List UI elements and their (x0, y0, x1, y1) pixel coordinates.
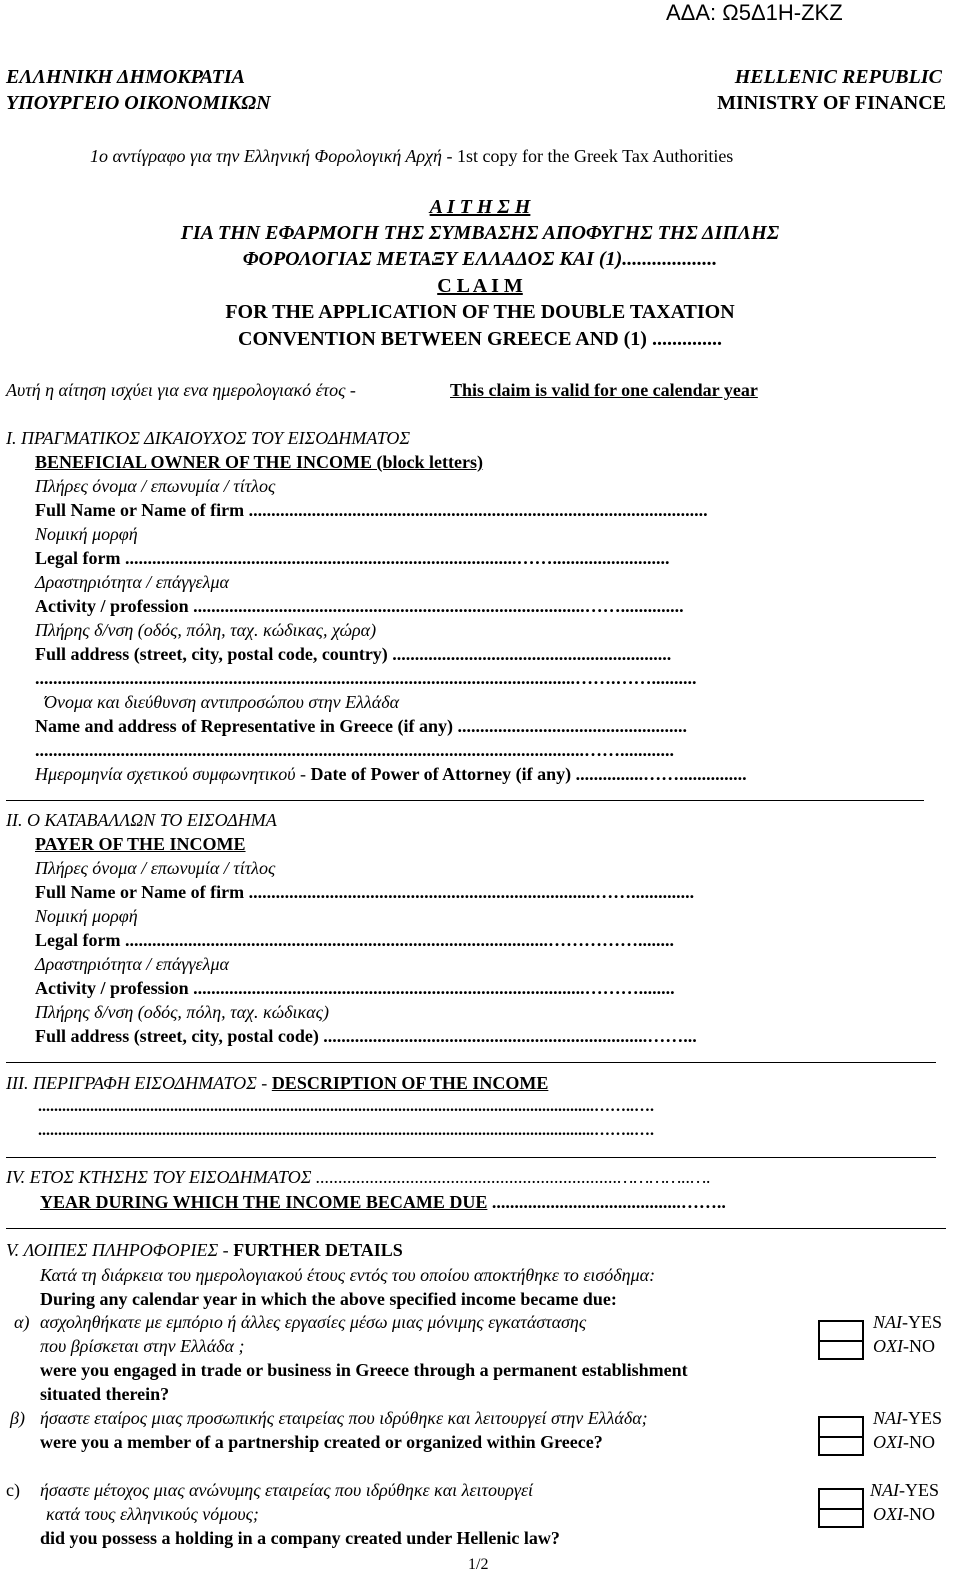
validity-greek: Αυτή η αίτηση ισχύει για ενα ημερολογιακό έτος - (6, 380, 356, 400)
section3-heading (6, 1073, 548, 1094)
poa-label-greek: Ημερομηνία σχετικού συμφωνητικού - (35, 764, 307, 784)
question-c-yes-label (870, 1480, 939, 1501)
question-c-label: c) (6, 1480, 20, 1500)
section5-heading-english: FURTHER DETAILS (233, 1240, 403, 1260)
question-a-greek-2: που βρίσκεται στην Ελλάδα ; (40, 1336, 245, 1356)
yes-greek: ΝΑΙ (870, 1480, 899, 1500)
question-a-checkbox[interactable] (818, 1320, 864, 1360)
further-intro-english: During any calendar year in which the above specified income became due: (40, 1289, 617, 1309)
owner-address-field[interactable]: Full address (street, city, postal code, country) .............................................................. (35, 644, 672, 664)
yes-english: -YES (902, 1312, 942, 1332)
no-english: -NO (903, 1336, 935, 1356)
yes-greek: ΝΑΙ (873, 1408, 902, 1428)
no-greek: ΟΧΙ (873, 1432, 903, 1452)
page-number: 1/2 (468, 1556, 489, 1573)
ministry-greek: ΥΠΟΥΡΓΕΙΟ ΟΙΚΟΝΟΜΙΚΩΝ (6, 92, 271, 114)
no-greek: ΟΧΙ (873, 1336, 903, 1356)
payer-name-field[interactable]: Full Name or Name of firm .............................................................................…….............. (35, 882, 695, 902)
question-c-checkbox[interactable] (818, 1488, 864, 1528)
section-divider (6, 1228, 946, 1229)
section1-heading-english: BENEFICIAL OWNER OF THE INCOME (block letters) (35, 452, 484, 472)
representative-field[interactable]: Name and address of Representative in Greece (if any) ................................................... (35, 716, 687, 736)
copy-note-english: 1st copy for the Greek Tax Authorities (456, 146, 734, 166)
payer-name-label-greek: Πλήρες όνομα / επωνυμία / τίτλος (35, 858, 276, 878)
owner-name-field[interactable]: Full Name or Name of firm ...................................................................................................... (35, 500, 708, 520)
section5-heading-greek: V. ΛΟΙΠΕΣ ΠΛΗΡΟΦΟΡΙΕΣ - (6, 1240, 229, 1260)
ada-code: ΑΔΑ: Ω5Δ1Η-ΖΚΖ (666, 0, 843, 25)
copy-note-greek: 1ο αντίγραφο για την Ελληνική Φορολογική Αρχή (90, 146, 442, 166)
income-year-row (40, 1192, 726, 1213)
republic-greek: ΕΛΛΗΝΙΚΗ ΔΗΜΟΚΡΑΤΙΑ (6, 66, 245, 88)
section1-heading-greek: Ι. ΠΡΑΓΜΑΤΙΚΟΣ ΔΙΚΑΙΟΥΧΟΣ ΤΟΥ ΕΙΣΟΔΗΜΑΤΟΣ (6, 428, 411, 448)
question-b-english: were you a member of a partnership created or organized within Greece? (40, 1432, 603, 1452)
owner-activity-label-greek: Δραστηριότητα / επάγγελμα (35, 572, 229, 592)
payer-legal-field[interactable]: Legal form ..............................................................................................……………........ (35, 930, 674, 950)
no-english: -NO (903, 1504, 935, 1524)
owner-legal-field[interactable]: Legal form .......................................................................................…….......................... (35, 548, 670, 568)
section-divider (6, 1157, 936, 1158)
question-a-greek-1: ασχοληθήκατε με εμπόριο ή άλλες εργασίες μέσω μιας μόνιμης εγκατάστασης (40, 1312, 587, 1332)
payer-activity-label-greek: Δραστηριότητα / επάγγελμα (35, 954, 229, 974)
section2-heading-english: PAYER OF THE INCOME (35, 834, 246, 854)
question-a-label: α) (14, 1312, 30, 1332)
section-divider (6, 800, 924, 801)
claim-title-english: C L A I M (437, 275, 523, 297)
section3-heading-greek: ΙΙΙ. ΠΕΡΙΓΡΑΦΗ ΕΙΣΟΔΗΜΑΤΟΣ - (6, 1073, 268, 1093)
section4-heading-english: YEAR DURING WHICH THE INCOME BECAME DUE (40, 1192, 488, 1212)
owner-activity-field[interactable]: Activity / profession .......................................................................................…….............. (35, 596, 684, 616)
question-a-yes-label (873, 1312, 942, 1333)
claim-heading-greek-1: ΓΙΑ ΤΗΝ ΕΦΑΡΜΟΓΗ ΤΗΣ ΣΥΜΒΑΣΗΣ ΑΠΟΦΥΓΗΣ ΤΗΣ ΔΙΠΛΗΣ (180, 222, 780, 244)
owner-name-label-greek: Πλήρες όνομα / επωνυμία / τίτλος (35, 476, 276, 496)
yes-english: -YES (899, 1480, 939, 1500)
section5-heading (6, 1240, 403, 1261)
power-of-attorney-row (35, 764, 747, 785)
copy-note (90, 146, 733, 167)
claim-heading-english-2: CONVENTION BETWEEN GREECE AND (1) .............. (238, 328, 722, 350)
question-c-greek-1: ήσαστε μέτοχος μιας ανώνυμης εταιρείας που ιδρύθηκε και λειτουργεί (40, 1480, 534, 1500)
question-b-checkbox[interactable] (818, 1416, 864, 1456)
question-b-label: β) (10, 1408, 25, 1428)
checkbox-divider (820, 1436, 862, 1438)
question-c-english: did you possess a holding in a company created under Hellenic law? (40, 1528, 560, 1548)
section2-heading-greek: ΙΙ. Ο ΚΑΤΑΒΑΛΛΩΝ ΤΟ ΕΙΣΟΔΗΜΑ (6, 810, 277, 830)
section4-heading-greek: ΙV. ΕΤΟΣ ΚΤΗΣΗΣ ΤΟΥ ΕΙΣΟΔΗΜΑΤΟΣ ...................................................................…………..…. (6, 1167, 711, 1187)
section-divider (6, 1062, 936, 1063)
question-a-no-label (873, 1336, 935, 1357)
copy-note-sep: - (446, 146, 453, 166)
question-b-yes-label (873, 1408, 942, 1429)
checkbox-divider (820, 1340, 862, 1342)
no-english: -NO (903, 1432, 935, 1452)
question-a-english-2: situated therein? (40, 1384, 170, 1404)
yes-english: -YES (902, 1408, 942, 1428)
question-b-greek: ήσαστε εταίρος μιας προσωπικής εταιρείας που ιδρύθηκε και λειτουργεί στην Ελλάδα; (40, 1408, 648, 1428)
validity-english: This claim is valid for one calendar year (450, 380, 758, 400)
representative-label-greek: Όνομα και διεύθυνση αντιπροσώπου στην Ελλάδα (44, 692, 400, 712)
payer-address-field[interactable]: Full address (street, city, postal code) ........................................................................……... (35, 1026, 697, 1046)
question-a-english-1: were you engaged in trade or business in Greece through a permanent establishment (40, 1360, 688, 1380)
question-b-no-label (873, 1432, 935, 1453)
claim-title-greek: Α Ι Τ Η Σ Η (429, 196, 531, 218)
republic-english: HELLENIC REPUBLIC (734, 66, 942, 88)
question-c-no-label (873, 1504, 935, 1525)
section3-heading-english: DESCRIPTION OF THE INCOME (271, 1073, 549, 1093)
income-description-line-2[interactable]: ...........................................................................................................................................……..…. (38, 1122, 654, 1139)
representative-continued[interactable]: ..........................................................................................................................……............ (35, 740, 674, 760)
owner-address-continued[interactable]: ........................................................................................................................…….…….......... (35, 668, 697, 688)
no-greek: ΟΧΙ (873, 1504, 903, 1524)
claim-heading-greek-2: ΦΟΡΟΛΟΓΙΑΣ ΜΕΤΑΞΥ ΕΛΛΑΔΟΣ ΚΑΙ (1)................... (242, 248, 718, 270)
income-description-line-1[interactable]: ...........................................................................................................................................……..…. (38, 1098, 654, 1115)
yes-greek: ΝΑΙ (873, 1312, 902, 1332)
further-intro-greek: Κατά τη διάρκεια του ημερολογιακού έτους εντός του οποίου αποκτήθηκε το εισόδημα: (40, 1265, 656, 1285)
poa-field[interactable]: Date of Power of Attorney (if any) ...............……............... (310, 764, 747, 784)
payer-legal-label-greek: Νομική μορφή (35, 906, 138, 926)
payer-activity-field[interactable]: Activity / profession .......................................................................................………........ (35, 978, 675, 998)
checkbox-divider (820, 1508, 862, 1510)
ministry-english: MINISTRY OF FINANCE (717, 92, 946, 114)
owner-legal-label-greek: Νομική μορφή (35, 524, 138, 544)
payer-address-label-greek: Πλήρης δ/νση (οδός, πόλη, ταχ. κώδικας) (35, 1002, 329, 1022)
income-year-field[interactable]: ..........................................…….. (491, 1192, 726, 1212)
claim-heading-english-1: FOR THE APPLICATION OF THE DOUBLE TAXATION (225, 301, 735, 323)
question-c-greek-2: κατά τους ελληνικούς νόμους; (46, 1504, 259, 1524)
owner-address-label-greek: Πλήρης δ/νση (οδός, πόλη, ταχ. κώδικας, χώρα) (35, 620, 377, 640)
